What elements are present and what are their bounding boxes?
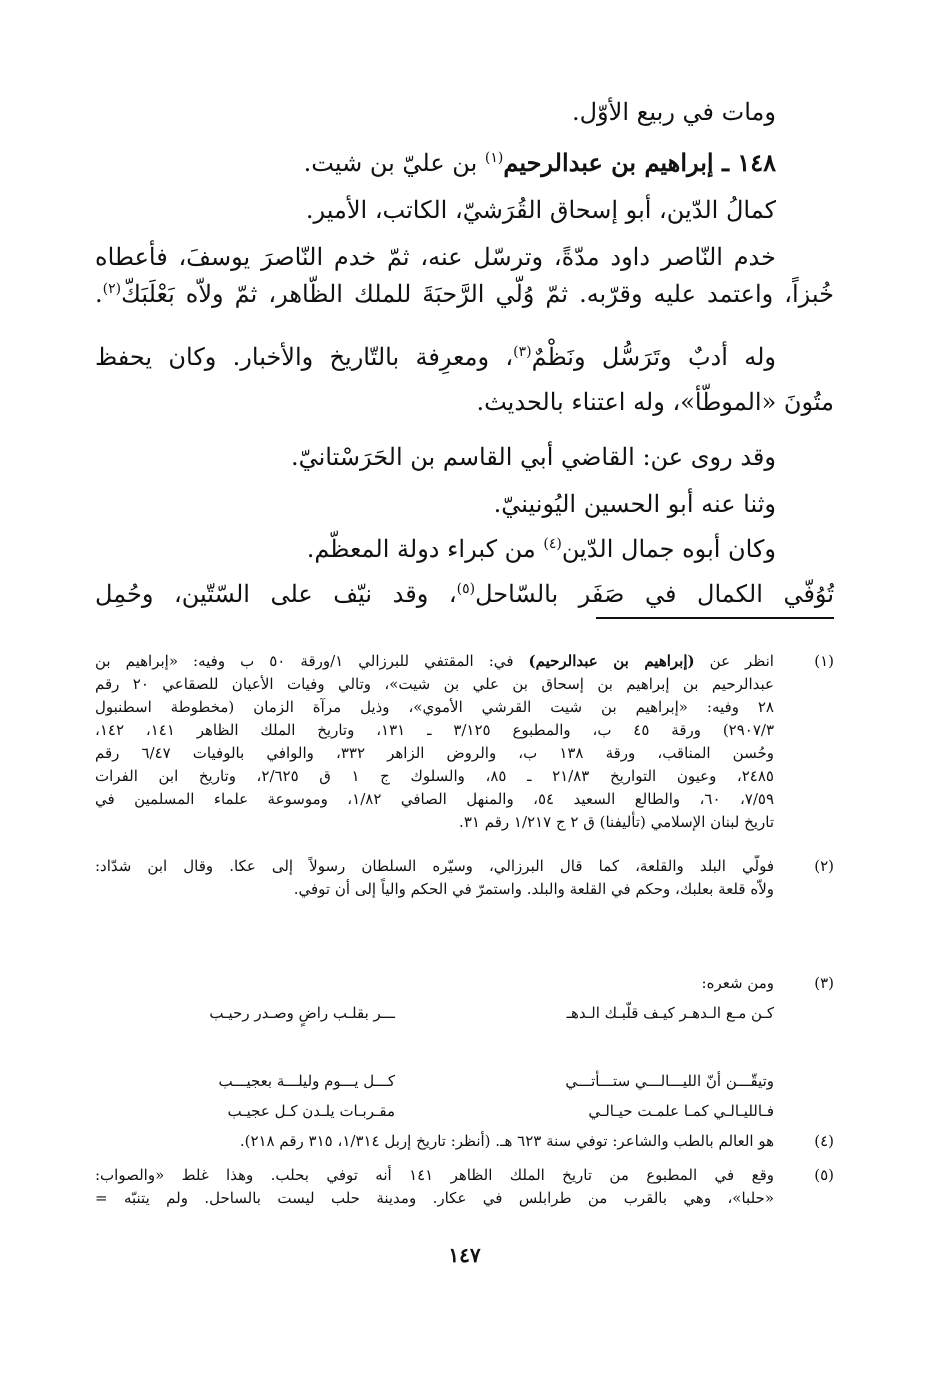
text-line	[95, 527, 776, 572]
footnote-line	[95, 650, 774, 673]
text-line	[95, 272, 834, 317]
footnote-line: «حلبا»، وهي بالقرب من طرابلس في عكار. ومدينة حلب ليست بالساحل. ولم يتنبّه =	[95, 1189, 774, 1207]
text-span: .	[95, 280, 103, 308]
verse-second-hemistich: كـــل يـــوم وليلـــة بعجيـــب	[218, 1072, 395, 1090]
footnote-body	[95, 972, 774, 995]
verse-first-hemistich: وتيقّـــن أنّ الليـــالـــي ستـــأتـــي	[565, 1072, 774, 1090]
footnote-ref: (٤)	[543, 536, 562, 552]
text-line	[95, 572, 834, 617]
footnote-number: (٥)	[814, 1166, 834, 1184]
footnote-number: (٢)	[814, 857, 834, 875]
text-span: من كبراء دولة المعظّم.	[306, 535, 544, 563]
footnote-ref: (١)	[484, 150, 504, 166]
text-span: ، وقد نيّف على السّتّين، وحُمِل	[95, 580, 457, 608]
footnote-line: ٧/٥٩، ٦٠، والطالع السعيد ٥٤، والمنهل الصافي ١/٨٢، وموسوعة علماء المسلمين في	[95, 790, 774, 808]
footnote-line: وحُسن المناقب، ورقة ١٣٨ ب، والروض الزاهر ٣٣٢، والوافي بالوفيات ٦/٤٧ رقم	[95, 744, 774, 762]
text-line: ومات في ربيع الأوّل.	[571, 98, 776, 126]
text-line: وقد روى عن: القاضي أبي القاسم بن الحَرَسْتانيّ.	[290, 443, 776, 471]
text-span: وله أدبٌ وتَرَسُّل ونَظْمٌ	[531, 343, 776, 371]
footnote-ref: (٢)	[102, 281, 122, 297]
entry-heading-rest: بن عليّ بن شيت.	[303, 149, 485, 177]
footnote-number: (١)	[814, 652, 834, 670]
text-span: (إبراهيم بن عبدالرحيم)	[528, 652, 695, 670]
poem-intro: ومن شعره:	[701, 974, 774, 992]
text-line	[95, 335, 776, 380]
page-number: ١٤٧	[448, 1243, 481, 1267]
footnote-number: (٣)	[814, 974, 834, 992]
text-span: انظر عن	[694, 652, 774, 670]
footnote-ref: (٥)	[456, 581, 476, 597]
text-line: كمالُ الدّين، أبو إسحاق القُرَشيّ، الكاتب، الأمير.	[305, 196, 776, 224]
footnote-body	[95, 1164, 774, 1210]
footnote-number: (٤)	[814, 1132, 834, 1150]
verse-second-hemistich: ـــر بقلـب راضٍ وصـدر رحيـب	[209, 1004, 395, 1022]
verse-second-hemistich: مقـربـات يلـدن كـل عجيـب	[227, 1102, 395, 1120]
text-line: خدم النّاصر داود مدّةً، وترسّل عنه، ثمّ خدم النّاصرَ يوسفَ، فأعطاه	[95, 243, 776, 271]
text-span: تُوُفّي الكمال في صَفَر بالسّاحل	[475, 580, 834, 608]
footnote-line: هو العالم بالطب والشاعر: توفي سنة ٦٢٣ هـ. (أنظر: تاريخ إربل ١/٣١٤، ٣١٥ رقم ٢١٨).	[239, 1132, 774, 1150]
footnote-ref: (٣)	[513, 344, 532, 360]
text-line: وثنا عنه أبو الحسين اليُونينيّ.	[493, 490, 776, 518]
footnote-body	[95, 855, 774, 901]
footnote-line: عبدالرحيم بن إبراهيم بن إسحاق بن علي بن شيت»، وتالي وفيات الأعيان للصقاعي ٢٠ رقم	[95, 675, 774, 693]
footnote-line: ٢٩٠٧/٣) ورقة ٤٥ ب، والمطبوع ٣/١٢٥ ـ ١٣١، وتاريخ الملك الظاهر ١٤١، ١٤٢،	[95, 721, 774, 739]
text-span: في: المقتفي للبرزالي ١/ورقة ٥٠ ب وفيه: «إبراهيم بن	[95, 652, 529, 670]
entry-heading-line	[95, 140, 776, 186]
footnote-separator	[596, 617, 834, 619]
text-span: وكان أبوه جمال الدّين	[561, 535, 776, 563]
footnote-line: وقع في المطبوع من تاريخ الملك الظاهر ١٤١ أنه توفي بحلب. وهذا غلط «والصواب:	[95, 1166, 774, 1184]
text-span: ، ومعرِفة بالتّاريخ والأخبار. وكان يحفظ	[95, 343, 514, 371]
footnote-line: ٢٤٨٥، وعيون التواريخ ٢١/٨٣ ـ ٨٥، والسلوك ج ١ ق ٢/٦٢٥، وتاريخ ابن الفرات	[95, 767, 774, 785]
entry-heading: ١٤٨ ـ إبراهيم بن عبدالرحيم	[503, 148, 776, 177]
text-line: متُونَ «الموطّأ»، وله اعتناء بالحديث.	[476, 388, 834, 416]
footnote-line: فولّي البلد والقلعة، كما قال البرزالي، وسيّره السلطان رسولاً إلى عكا. وقال ابن شدّاد:	[95, 857, 774, 875]
footnote-line: ولاّه قلعة بعلبك، وحكم في القلعة والبلد. واستمرّ في الحكم والياً إلى أن توفي.	[293, 880, 774, 898]
footnote-body	[95, 650, 774, 834]
text-span: خُبزاً، واعتمد عليه وقرّبه. ثمّ وُلّي الرَّحبَةَ للملك الظّاهر، ثمّ ولاّه بَعْلَبَكّ	[121, 280, 834, 308]
footnote-line: تاريخ لبنان الإسلامي (تأليفنا) ق ٢ ج ١/٢١٧ رقم ٣١.	[459, 813, 774, 831]
verse-first-hemistich: كـن مـع الـدهـر كيـف قلّبـك الـدهـ	[566, 1004, 774, 1022]
verse-first-hemistich: فـالليـالـي كمـا علمـت حيـالـي	[588, 1102, 774, 1120]
footnote-body	[95, 1130, 774, 1153]
footnote-line: ٢٨ وفيه: «إبراهيم بن شيت القرشي الأموي»، وذيل مرآة الزمان (مخطوطة اسطنبول	[95, 698, 774, 716]
